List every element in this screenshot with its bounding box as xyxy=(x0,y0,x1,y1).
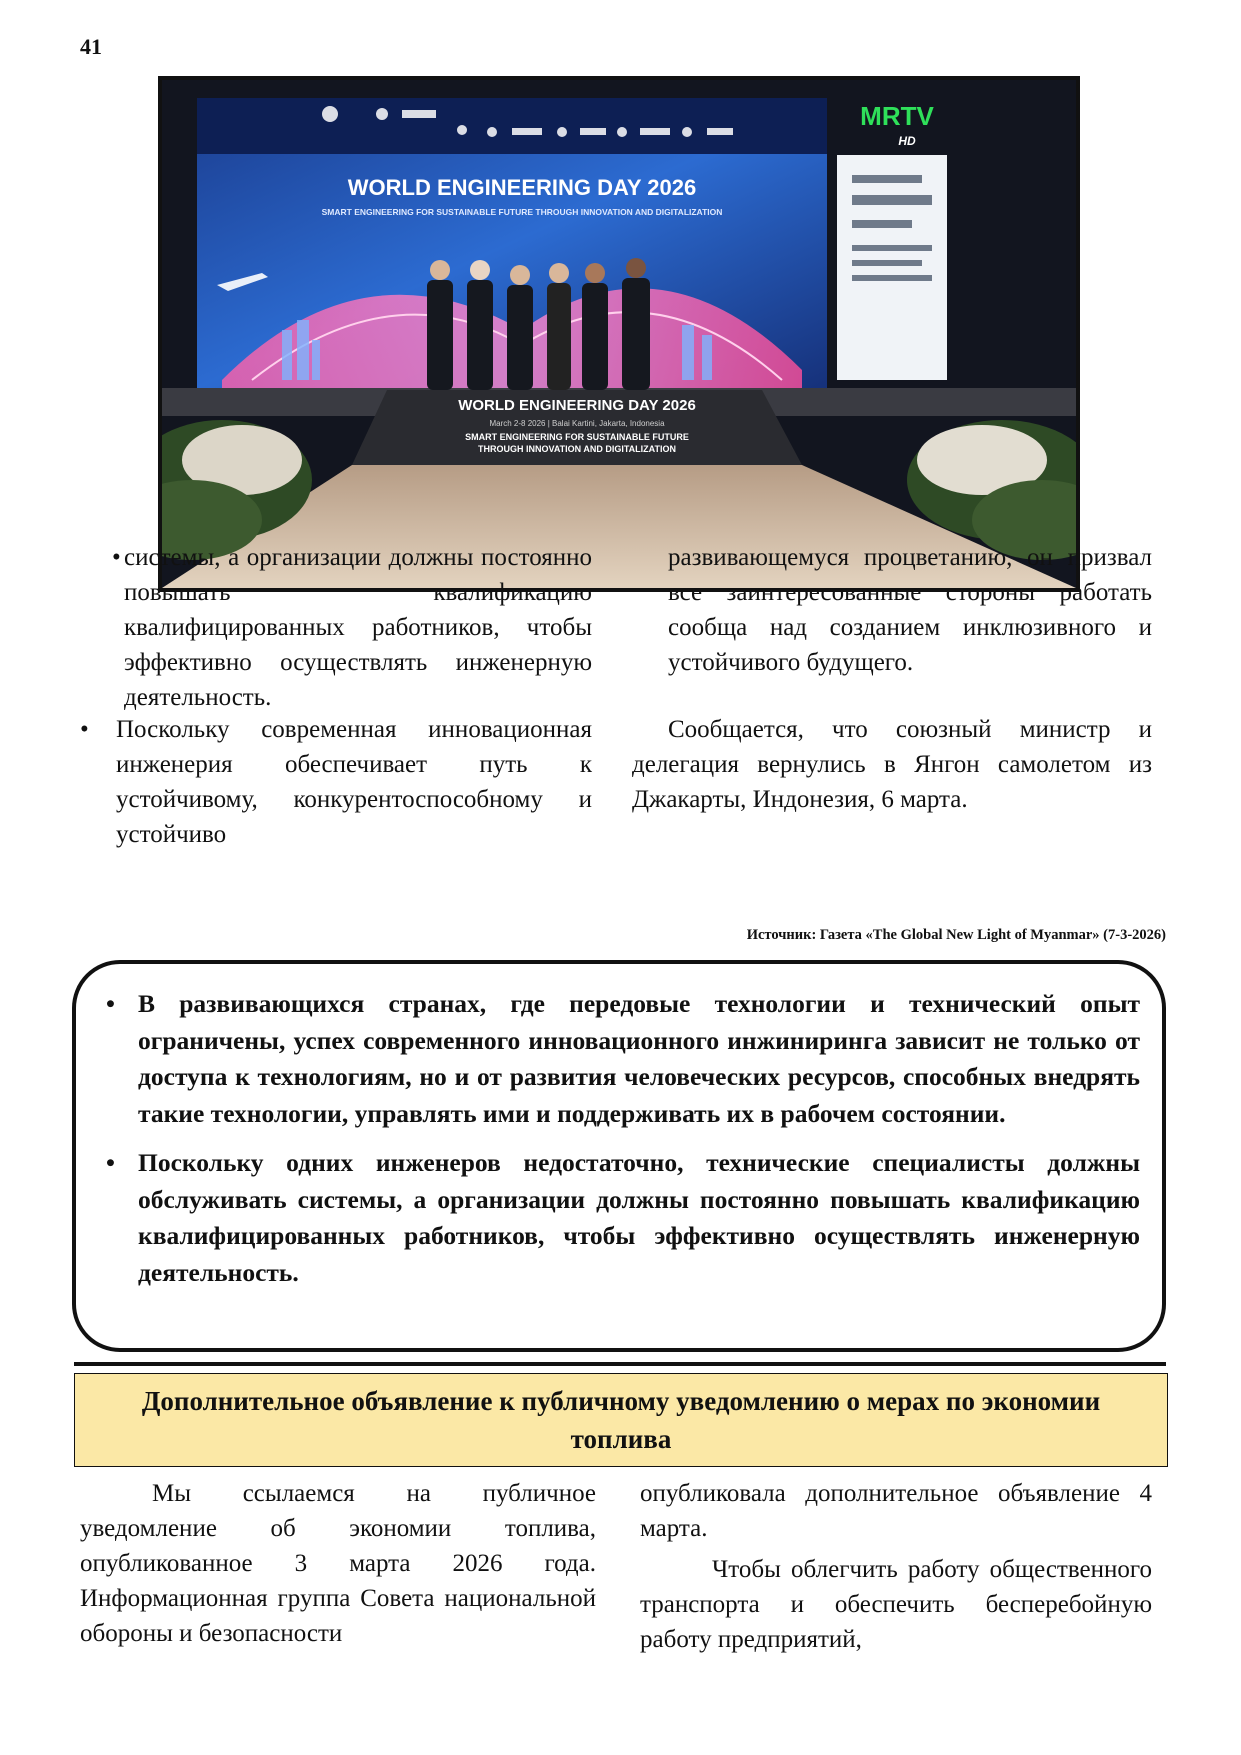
source-credit: Источник: Газета «The Global New Light of Myanmar» (7-3-2026) xyxy=(746,927,1166,943)
callout-item: • В развивающихся странах, где передовые технологии и технический опыт ограничены, успех современного инновационного инжиниринга зависит не только от доступа к технологиям, но и от развития человеческих ресурсов, способных внедрять такие технологии, управлять ими и поддерживать их в рабочем состоянии. xyxy=(98,986,1140,1132)
left-bullet-item xyxy=(80,712,592,852)
article-right-paragraph xyxy=(632,712,1152,817)
event-photo xyxy=(158,76,1080,592)
section-right-paragraph-1: опубликовала дополнительное объявление 4 марта. xyxy=(640,1480,1152,1542)
section-left-paragraph: Мы ссылаемся на публичное уведомление об экономии топлива, опубликованное 3 марта 2026 года. Информационная группа Совета национальной обороны и безопасности xyxy=(80,1480,596,1647)
podium-title: WORLD ENGINEERING DAY 2026 xyxy=(458,397,696,414)
screen-title: WORLD ENGINEERING DAY 2026 xyxy=(347,175,697,200)
left-continuation-text: системы, а организации должны постоянно повышать квалификацию квалифицированных работников, чтобы эффективно осуществлять инженерную деятельность. xyxy=(124,544,592,711)
podium-line-2: THROUGH INNOVATION AND DIGITALIZATION xyxy=(478,444,676,454)
section-title: Дополнительное объявление к публичному уведомлению о мерах по экономии топлива xyxy=(74,1373,1168,1467)
right-paragraph-text: Сообщается, что союзный министр и делегация вернулись в Янгон самолетом из Джакарты, Индонезия, 6 марта. xyxy=(632,716,1152,813)
event-photo-illustration xyxy=(162,80,1076,588)
article-left-bullet xyxy=(80,712,592,852)
article-right-column xyxy=(668,540,1152,680)
podium-line-1: SMART ENGINEERING FOR SUSTAINABLE FUTURE xyxy=(465,432,689,442)
summary-callout xyxy=(72,960,1166,1352)
section-divider xyxy=(74,1362,1166,1366)
right-continuation: развивающемуся процветанию, он призвал все заинтересованные стороны работать сообща над созданием инклюзивного и устойчивого будущего. xyxy=(668,544,1152,676)
section-right-paragraph-2: Чтобы облегчить работу общественного транспорта и обеспечить бесперебойную работу предприятий, xyxy=(640,1556,1152,1653)
podium-date: March 2-8 2026 | Balai Kartini, Jakarta, Indonesia xyxy=(489,419,665,428)
watermark-logo: MRTV xyxy=(860,101,934,131)
watermark-hd: HD xyxy=(898,134,916,148)
screen-subtitle: SMART ENGINEERING FOR SUSTAINABLE FUTURE THROUGH INNOVATION AND DIGITALIZATION xyxy=(321,207,723,217)
section-left-column xyxy=(80,1476,596,1651)
left-bullet-text: Поскольку современная инновационная инженерия обеспечивает путь к устойчивому, конкурентоспособному и устойчиво xyxy=(116,716,592,848)
callout-item: • Поскольку одних инженеров недостаточно, технические специалисты должны обслуживать системы, а организации должны постоянно повышать квалификацию квалифицированных работников, чтобы эффективно осуществлять инженерную деятельность. xyxy=(98,1145,1140,1291)
callout-list xyxy=(98,986,1140,1291)
page-number: 41 xyxy=(80,34,102,59)
section-right-column xyxy=(640,1476,1152,1657)
article-left-column xyxy=(112,540,592,715)
left-continuation xyxy=(112,540,592,715)
